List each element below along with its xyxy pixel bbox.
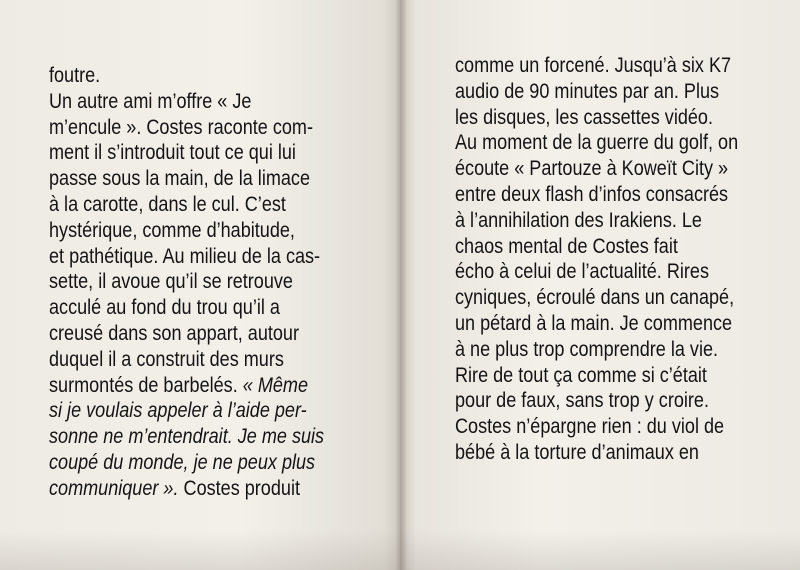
text-line: à ne plus trop comprendre la vie. bbox=[455, 337, 719, 361]
text-line bbox=[49, 373, 324, 399]
text-line: duquel il a construit des murs bbox=[49, 347, 284, 371]
text-line: à l’annihilation des Irakiens. Le bbox=[455, 208, 702, 232]
text-line: comme un forcené. Jusqu’à six K7 bbox=[455, 54, 732, 77]
text-segment: surmontés de barbelés. bbox=[49, 373, 238, 397]
text-line: écho à celui de l’actualité. Rires bbox=[455, 260, 709, 284]
page-shadow bbox=[0, 530, 800, 570]
text-line: les disques, les cassettes vidéo. bbox=[455, 105, 713, 129]
book-gutter bbox=[395, 0, 407, 570]
text-line: Au moment de la guerre du golf, on bbox=[455, 131, 739, 155]
text-line: et pathétique. Au milieu de la cas- bbox=[49, 244, 321, 268]
text-line: pour de faux, sans trop y croire. bbox=[455, 389, 709, 413]
text-line: sette, il avoue qu’il se retrouve bbox=[49, 270, 293, 294]
text-line: acculé au fond du trou qu’il a bbox=[49, 296, 280, 320]
text-line: foutre. bbox=[49, 64, 101, 87]
quote-segment: « Même bbox=[242, 373, 309, 397]
text-line bbox=[49, 476, 324, 502]
left-page-text bbox=[49, 63, 324, 502]
text-line: Rire de tout ça comme si c’était bbox=[455, 363, 707, 387]
text-line: écoute « Partouze à Koweït City » bbox=[455, 157, 729, 181]
text-segment: Costes produit bbox=[183, 476, 300, 500]
text-line: Costes n’épargne rien : du viol de bbox=[455, 415, 725, 439]
text-line: hystérique, comme d’habitude, bbox=[49, 218, 295, 242]
text-line: ment il s’introduit tout ce qui lui bbox=[49, 141, 296, 165]
text-line: cyniques, écroulé dans un canapé, bbox=[455, 286, 735, 310]
text-line: entre deux flash d’infos consacrés bbox=[455, 182, 729, 206]
text-line: Un autre ami m’offre « Je bbox=[49, 89, 252, 113]
quote-line: sonne ne m’entendrait. Je me suis bbox=[49, 425, 325, 449]
text-line: m’encule ». Costes raconte com- bbox=[49, 115, 313, 139]
text-line: bébé à la torture d’animaux en bbox=[455, 440, 699, 464]
text-line: à la carotte, dans le cul. C’est bbox=[49, 192, 286, 216]
quote-line: si je voulais appeler à l’aide per- bbox=[49, 399, 307, 423]
quote-segment: communiquer ». bbox=[49, 476, 179, 500]
text-line: passe sous la main, de la limace bbox=[49, 167, 311, 191]
text-line: chaos mental de Costes fait bbox=[455, 234, 678, 258]
text-line: un pétard à la main. Je commence bbox=[455, 311, 733, 335]
right-page-text bbox=[455, 53, 738, 466]
text-line: creusé dans son appart, autour bbox=[49, 321, 300, 345]
quote-line: coupé du monde, je ne peux plus bbox=[49, 450, 316, 474]
text-line: audio de 90 minutes par an. Plus bbox=[455, 79, 720, 103]
